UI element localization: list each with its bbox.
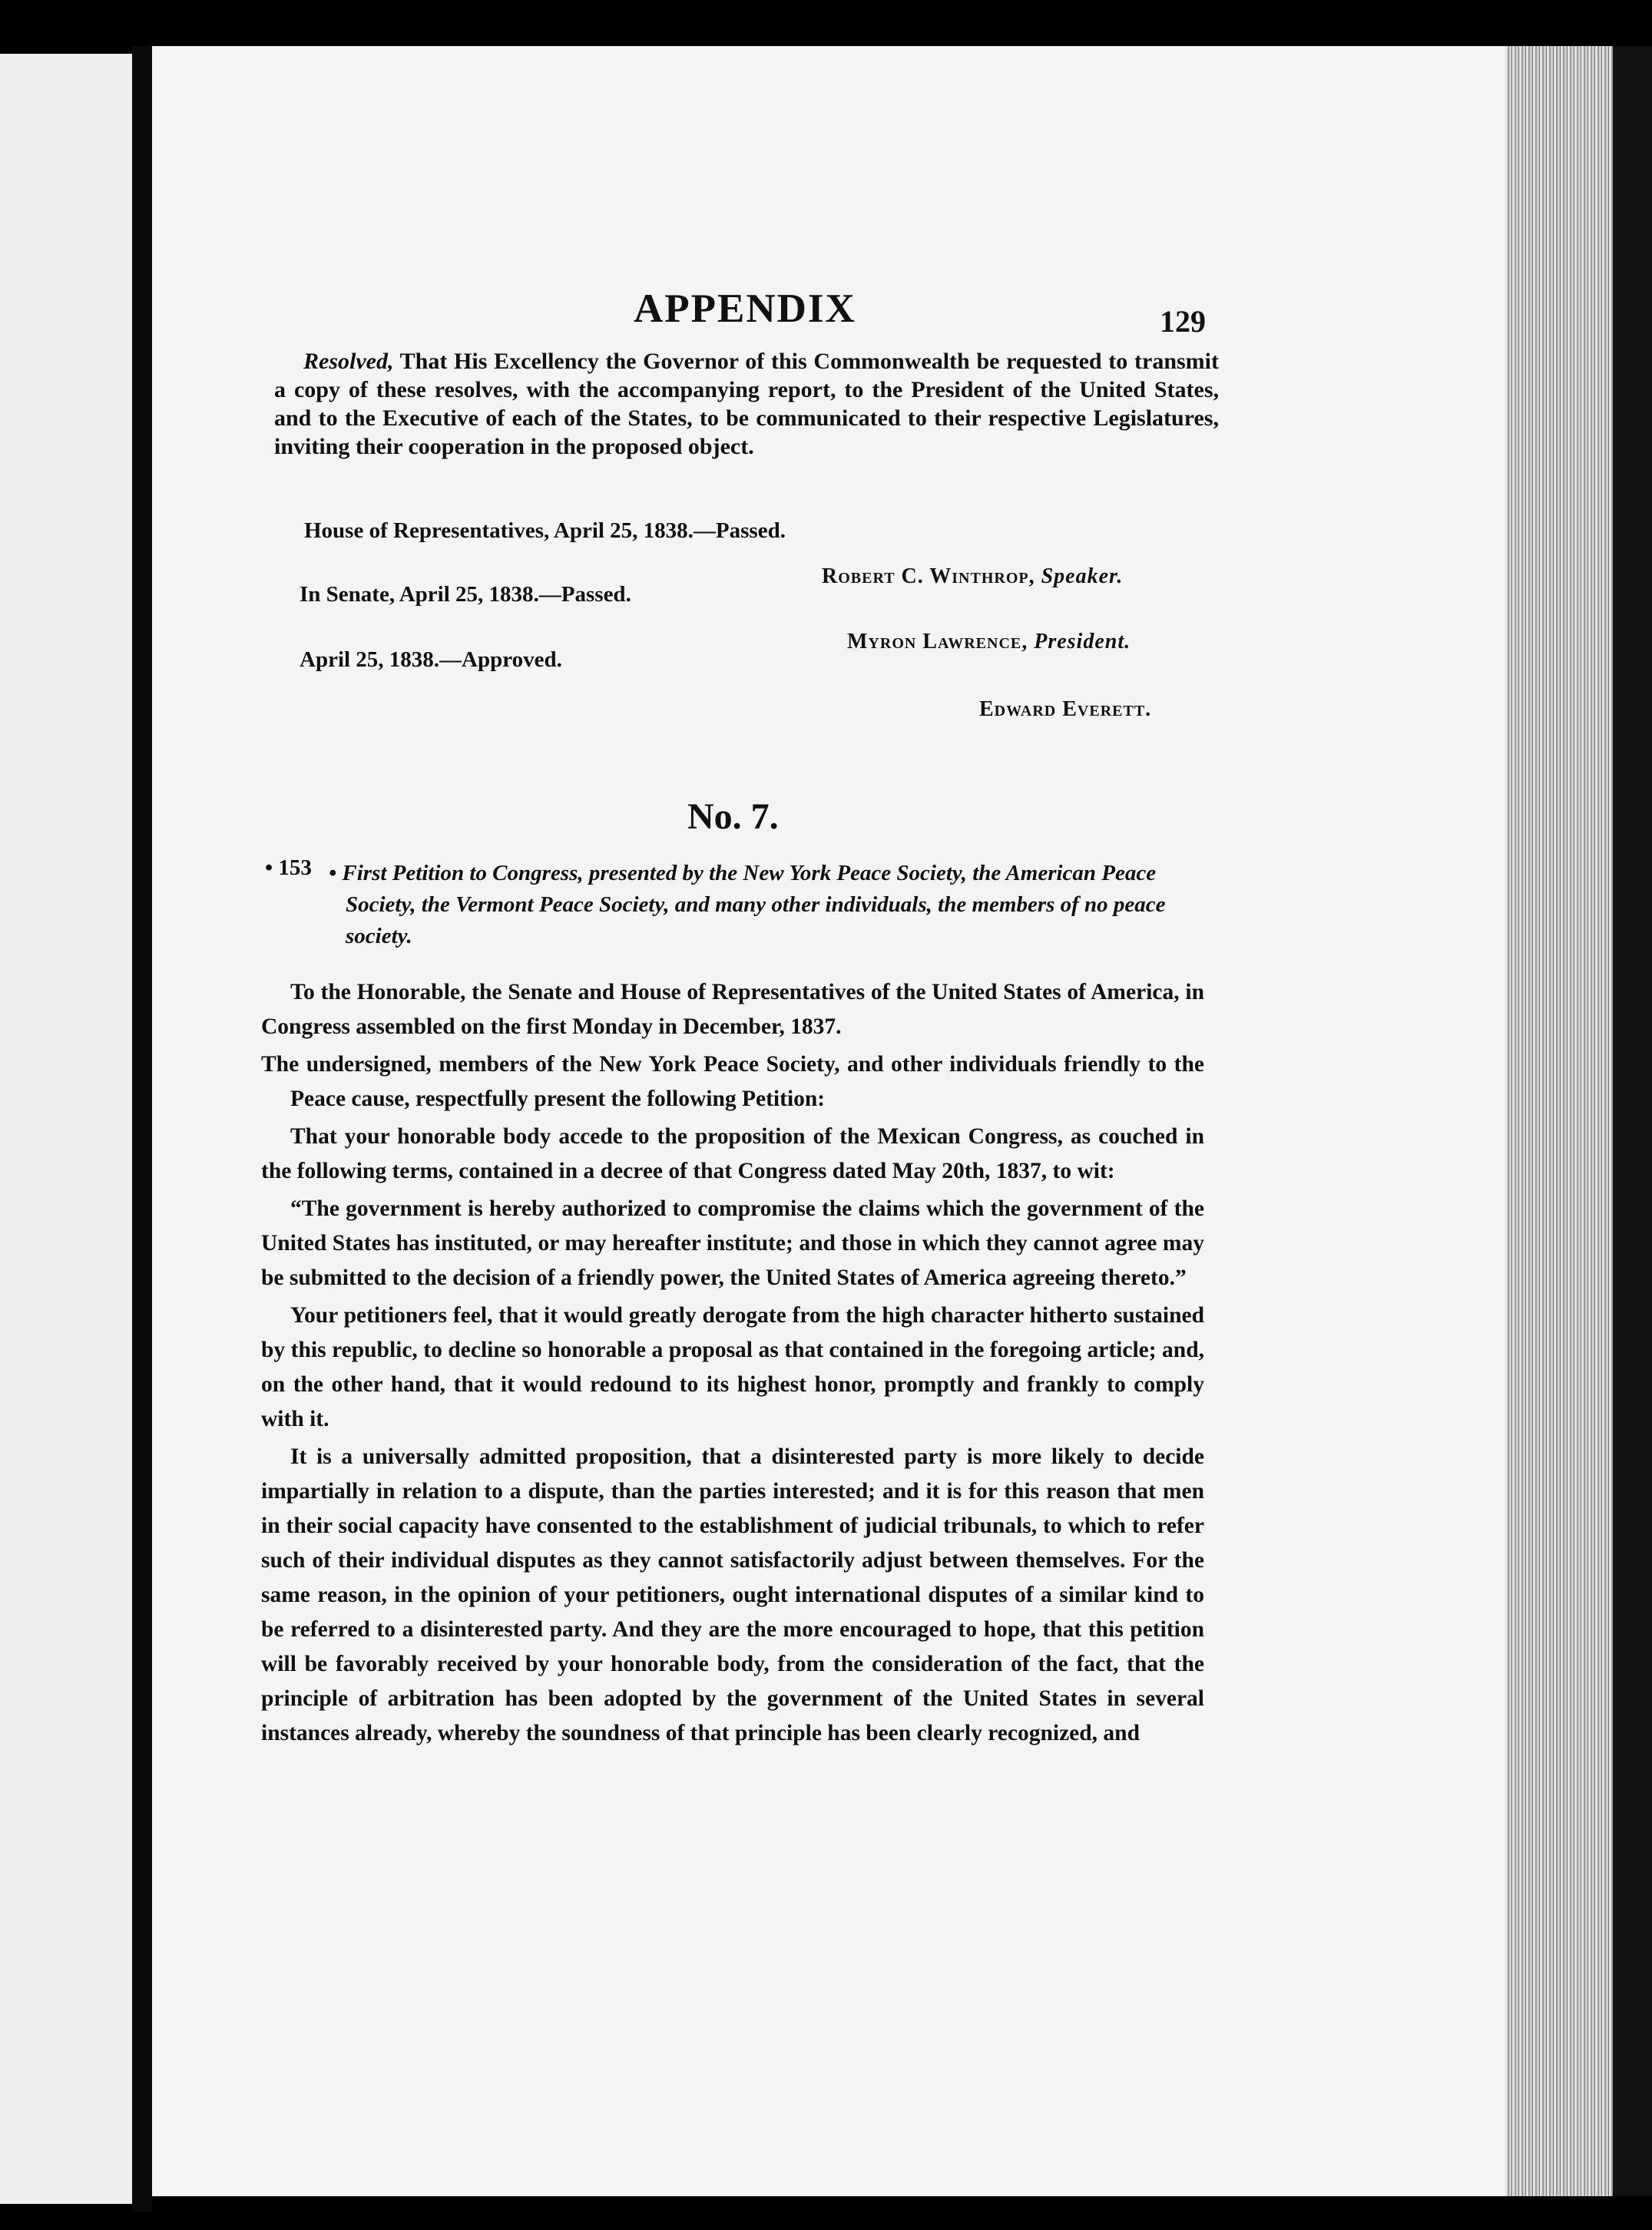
page-number: 129 bbox=[1160, 304, 1206, 339]
book-gutter bbox=[132, 46, 152, 2212]
house-passed: House of Representatives, April 25, 1838.—Passed. bbox=[304, 518, 786, 543]
president-name: Myron Lawrence, bbox=[847, 630, 1028, 653]
speaker-name: Robert C. Winthrop, bbox=[822, 564, 1035, 588]
approved-date: April 25, 1838.—Approved. bbox=[300, 647, 562, 672]
quote-paragraph: “The government is hereby authorized to compromise the claims which the government of the United States has instituted, or may hereafter institute; and those in which they cannot agree may be submitted to the decision of a friendly power, the United States of America agreeing thereto.” bbox=[261, 1196, 1204, 1290]
resolved-label: Resolved, bbox=[303, 349, 394, 374]
president-signature bbox=[847, 630, 1131, 654]
resolved-paragraph bbox=[274, 347, 1219, 461]
scan-border bbox=[1613, 46, 1652, 2196]
running-head: APPENDIX bbox=[634, 286, 856, 331]
speaker-signature bbox=[822, 564, 1123, 589]
accede-paragraph: That your honorable body accede to the proposition of the Mexican Congress, as couched in the following terms, contained in a decree of that Congress dated May 20th, 1837, to wit: bbox=[261, 1124, 1204, 1183]
senate-passed: In Senate, April 25, 1838.—Passed. bbox=[300, 582, 631, 607]
undersigned-paragraph: The undersigned, members of the New York Peace Society, and other individuals friendly to the Peace cause, respectfully present the following Petition: bbox=[261, 1052, 1204, 1111]
page-stack-edge bbox=[1505, 46, 1613, 2196]
petition-body bbox=[261, 975, 1204, 1751]
resolved-text: That His Excellency the Governor of this Commonwealth be requested to transmit a copy of these resolves, with the accompanying report, to the President of the United States, and to the Executive of each of the States, to be communicated to their respective Legislatures, inviting their cooperation in the proposed object. bbox=[274, 349, 1219, 459]
president-title: President. bbox=[1034, 630, 1131, 653]
facing-page-edge bbox=[0, 54, 132, 2204]
address-paragraph: To the Honorable, the Senate and House of Representatives of the United States of America, in Congress assembled on the first Monday in December, 1837. bbox=[261, 980, 1204, 1039]
petitioners-paragraph: Your petitioners feel, that it would greatly derogate from the high character hitherto sustained by this republic, to decline so honorable a proposal as that contained in the foregoing article; and, on the other hand, that it would redound to its highest honor, promptly and frankly to comply with it. bbox=[261, 1303, 1204, 1431]
marginal-page-ref: • 153 bbox=[265, 855, 312, 880]
document-number: No. 7. bbox=[687, 796, 779, 837]
speaker-title: Speaker. bbox=[1041, 564, 1124, 588]
universally-paragraph: It is a universally admitted proposition, that a disinterested party is more likely to decide impartially in relation to a dispute, than the parties interested; and it is for this reason that men in their social capacity have consented to the establishment of judicial tribunals, to which to refer such of their individual disputes as they cannot satisfactorily adjust between themselves. For the same reason, in the opinion of your petitioners, ought international disputes of a similar kind to be referred to a disinterested party. And they are the more encouraged to hope, that this petition will be favorably received by your honorable body, from the consideration of the fact, that the principle of arbitration has been adopted by the government of the United States in several instances already, whereby the soundness of that principle has been clearly recognized, and bbox=[261, 1444, 1204, 1745]
petition-heading: • First Petition to Congress, presented by the New York Peace Society, the American Peace Society, the Vermont Peace Society, and many other individuals, the members of no peace society. bbox=[329, 861, 1166, 948]
governor-signature: Edward Everett. bbox=[979, 697, 1152, 721]
